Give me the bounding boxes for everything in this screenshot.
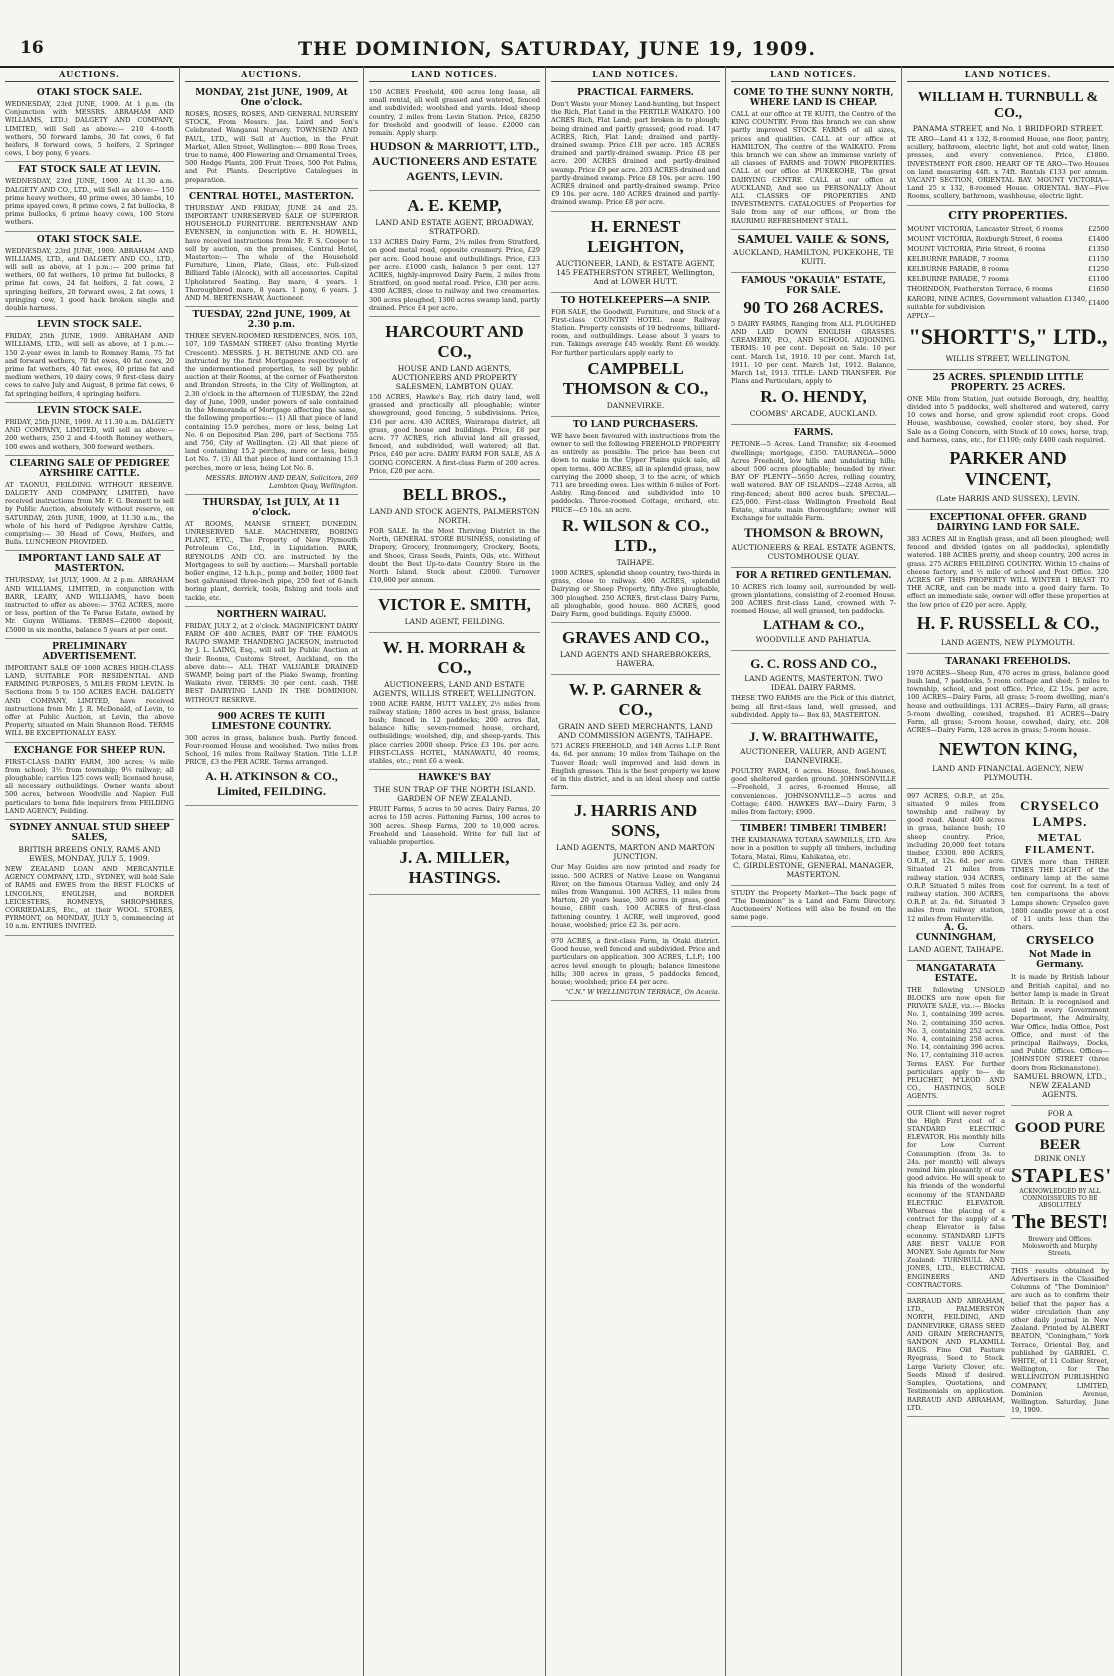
- ad-subheading: METAL FILAMENT.: [1024, 831, 1096, 856]
- bottom-left-subcolumn: [907, 789, 1005, 1420]
- ad-heading: SYDNEY ANNUAL STUD SHEEP SALES,: [9, 823, 170, 843]
- ad-subheading: PANAMA STREET, and No. 1 BRIDFORD STREET.: [912, 124, 1104, 133]
- brand-name: STAPLES': [1011, 1164, 1112, 1187]
- ad-body: THESE TWO FARMS are the Pick of this district, being all first-class land, well grassed, and subdivided. Apply to— Box 83, MASTERTON.: [731, 694, 896, 719]
- property-row: [907, 264, 1109, 274]
- ad-body: WEDNESDAY, 23rd JUNE, 1909. ABRAHAM AND WILLIAMS, LTD., and DALGETY AND CO., LTD., will sell as above, at 1 p.m.:— 200 prime fat wethers, 60 fat wethers, 10 prime fat bullocks, 8 prime fat cows, 24 fat heifers, 2 fat cows, 2 springing heifers, 20 forward ewes, 2 fat cows, 1 springing cow, 1 good hack broken single and double harness.: [5, 246, 174, 313]
- ad-body: 300 acres in grass, balance bush. Partly fenced. Four-roomed House and woolshed. Two miles from School, 16 miles from Railway Station. Title L.I.P. PRICE, £3 the PER ACRE. Terms arranged.: [185, 733, 358, 767]
- column-heading: LAND NOTICES.: [907, 69, 1109, 82]
- ad-subheading: AUCTIONEERS & REAL ESTATE AGENTS, CUSTOMHOUSE QUAY.: [731, 542, 896, 561]
- ad-study-market: [731, 886, 896, 927]
- ad-heading: J. W. BRAITHWAITE,: [749, 728, 878, 744]
- ad-body: THE KAIMANAWA TOTARA SAWMILLS, LTD. Are now in a position to supply all timbers, including Totara, Matai, Rimu, Kahikatea, etc.: [731, 836, 896, 861]
- ad-leighton: [551, 212, 720, 293]
- ad-ayrshire-cattle: [5, 456, 174, 552]
- ad-heading: VICTOR E. SMITH,: [378, 594, 531, 614]
- column-heading: LAND NOTICES.: [551, 69, 720, 82]
- column-land-notices-3: [726, 66, 902, 1676]
- column-land-notices-1: [364, 66, 546, 1676]
- ad-heading: HAWKE'S BAY: [418, 773, 491, 784]
- ad-preliminary: [5, 639, 174, 743]
- ad-advertiser: R. WILSON & CO., LTD.,: [561, 515, 710, 555]
- ad-fat-stock-sale-levin: [5, 162, 174, 231]
- ad-op-country: [907, 789, 1005, 961]
- property-price: £1650: [1088, 284, 1109, 293]
- ad-heading: EXCEPTIONAL OFFER. GRAND DAIRYING LAND FOR SALE.: [929, 513, 1087, 534]
- ad-heading: W. H. MORRAH & CO.,: [382, 637, 527, 677]
- ad-subheading: LAND AND ESTATE AGENT, BROADWAY, STRATFORD.: [375, 218, 534, 237]
- ad-land-sale-masterton: [5, 551, 174, 638]
- ad-subheading: AUCTIONEERS, LAND AND ESTATE AGENTS, WILLIS STREET, WELLINGTON.: [373, 679, 536, 698]
- ad-okauia-estate: [731, 273, 896, 426]
- ad-body: WEDNESDAY, 23rd JUNE, 1909. At 1 p.m. (In Conjunction with MESSRS. ABRAHAM AND WILLIAMS, LTD.) DALGETY AND COMPANY, LIMITED, will Sell as above:— 210 4-tooth wethers, 50 forward lambs, 30 fat cows, 6 fat heifers, 8 forward cows, 5 heifers, 2 Springer cows, 1 boy pony, 6 years.: [5, 100, 174, 158]
- ad-advertiser: A. G. CUNNINGHAM,: [915, 922, 997, 943]
- ad-heading: FOR A RETIRED GENTLEMAN.: [735, 570, 892, 581]
- ad-tasman-street-residences: [185, 307, 358, 494]
- ad-body: THURSDAY AND FRIDAY, JUNE 24 and 25. IMPORTANT UNRESERVED SALE OF SUPERIOR HOUSEHOLD FURNITURE. BERTENSHAW AND EVENSEN, in conjunction with E. H. HOWELL, have received instructions from Mr. F. S. Cooper to sell by auction, on the premises, Central Hotel, Masterton:— The whole of the Household Furniture, Linen, Plate, Glass, etc. Full-sized Billiard Table (Alcock), with all accessories. Capital Upholstered Seating. Bay mare, 4 years. 1 Thoroughbred mare, 8 years. 1 pony, 6 years. J. AND M. BERTENSHAW, Auctioneer.: [185, 203, 358, 303]
- ad-subheading: LAND AND STOCK AGENTS, PALMERSTON NORTH.: [369, 507, 540, 526]
- masthead: THE DOMINION, SATURDAY, JUNE 19, 1909.: [297, 38, 817, 60]
- property-row: [907, 274, 1109, 284]
- property-row: [907, 234, 1109, 244]
- ad-heading: MANGATARATA ESTATE.: [916, 963, 996, 984]
- ad-body: WE have been favoured with instructions from the owner to sell the following FREEHOLD PROPERTY as entirely as possible. The price has been cut down to make in the Upper Plains quick sale, all open terms. 400 ACRES, all in splendid grass, now carrying the 2000 sheep, 3 to the acre, of which 711 are breeding ewes. Lies within 6 miles of Fort-Ashby. Ring-fenced and subdivided into 10 paddocks. Three-roomed Cottage, orchard, etc. PRICE—£5 10s. an acre.: [551, 431, 720, 514]
- property-location: KELBURNE PARADE, 8 rooms: [907, 264, 1009, 273]
- ad-heading: HARCOURT AND CO.,: [385, 322, 524, 362]
- ad-heading: NORTHERN WAIRAU.: [216, 609, 327, 620]
- column-land-notices-4: [902, 66, 1114, 1676]
- property-price: £1100: [1088, 274, 1109, 283]
- ad-body: BARRAUD AND ABRAHAM, LTD., PALMERSTON NORTH, FEILDING, AND DANNEVIRKE, GRASS SEED AND GRAIN MERCHANTS, SANDON AND FLAXMILL BAGS. Fine Old Pasture Ryegrass, Seed to Stock. Large Variety Clover, etc. Seeds Mixed if desired. Samples, Quotations, and Testimonials on application. BARRAUD AND ABRAHAM, LTD.: [907, 1297, 1005, 1412]
- ad-advertiser: HUDSON & MARRIOTT, LTD., AUCTIONEERS AND ESTATE AGENTS, LEVIN.: [369, 139, 540, 184]
- ad-subheading: (Late HARRIS AND SUSSEX), LEVIN.: [936, 494, 1080, 504]
- property-location: KARORI, NINE ACRES, Government valuation £1340, suitable for subdivision: [907, 294, 1088, 311]
- ad-subheading: THE SUN TRAP OF THE NORTH ISLAND. GARDEN OF NEW ZEALAND.: [373, 785, 536, 804]
- ad-subheading: LAND AGENT, FEILDING.: [404, 616, 505, 626]
- ad-heading: IMPORTANT LAND SALE AT MASTERTON.: [18, 554, 161, 575]
- ad-line: FOR A: [1047, 1108, 1073, 1118]
- property-row: [907, 224, 1109, 234]
- ad-subheading: LAND AND FINANCIAL AGENCY, NEW PLYMOUTH.: [932, 763, 1084, 782]
- ad-body: 997 ACRES, O.B.P., at 25s. situated 9 miles from township and railway by good road. About 400 acres in grass, balance bush; 10 sheep country. Price, including 20,000 feet totara timber, £3300. 890 ACRES, O.R.P., at 12s. 6d. per acre. Situated 21 miles from railway station. 934 ACRES, O.R.P. Situated 5 miles from railway station. 300 ACRES, O.R.P. at 2s. 6d. Situated 3 miles from railway station, 12 miles from Hunterville.: [907, 791, 1005, 923]
- ad-body: PETONE—5 Acres. Land Transfer; six 4-roomed dwellings; mortgage, £350. TAURANGA—5000 Acres Freehold, low hills and undulating hills; about 500 acres ploughable; bounded by river. BAY OF PLENTY—5650 Acres, rolling country, well watered. BAY OF ISLANDS—2248 Acres, all ring-fenced; about 800 acres bush. SPECIAL—£25,000. First-class Wellington Freehold Real Estate, situate main thoroughfare; owner will Exchange for suitable Farm.: [731, 440, 896, 523]
- ad-otaki-stock-sale-1: [5, 85, 174, 162]
- ad-turnbull: [907, 85, 1109, 206]
- ad-heading: LEVIN STOCK SALE.: [37, 405, 142, 416]
- ad-heading: LEVIN STOCK SALE.: [37, 320, 142, 331]
- ad-body: TE ARO—Land 41 x 132, 8-roomed House, one floor, pantry, scullery, bathroom, electric light, hot and cold water, linen presses, and every convenience. Price, £1800. INVESTMENT FOR £800. HEART OF TE ARO—Two Houses on land measuring 44ft. x 74ft. Rentals £133 per annum. VACANT SECTION, ORIENTAL BAY. MOUNT VICTORIA—Land 25 x 132, 8-roomed House. ORIENTAL BAY—Five Rooms, scullery, bathroom, washhouse, electric light.: [907, 135, 1109, 201]
- ad-farms: [731, 425, 896, 567]
- property-price: £1400: [1088, 234, 1109, 243]
- ad-body: POULTRY FARM, 6 acres. House, fowl-houses, good sheltered garden ground. JOHNSONVILLE—Freehold, 3 acres, 6-roomed House, all conveniences. JOHNSONVILLE—5 acres and Cottage; £400. HAWKES BAY—Dairy Farm, 3 miles from factory; £900.: [731, 766, 896, 816]
- ad-heading: BELL BROS.,: [402, 485, 507, 505]
- ad-taranaki-freeholds: [907, 654, 1109, 789]
- ad-body: 383 ACRES All in English grass, and all been ploughed; well fenced and divided (gates on all paddocks), splendidly watered. 188 ACRES pretty, and sheep country, 200 acres in grass. 275 ACRES FEILDING COUNTRY. Within 15 chains of cheese factory, and ½ mile of school and Post Office. 320 ACRES OF THIS PROPERTY WILL WINTER 1 BEAST TO THE ACRE, and can be made into a good dairy farm. To effect an immediate sale, owner will offer these properties at the low price of £20 per acre. Apply,: [907, 535, 1109, 609]
- ad-body: 1900 ACRES, splendid sheep country, two-thirds in grass, close to railway. 490 ACRES, splendid Dairying or Sheep Property, fifty-five ploughable, 300 ploughed. 250 ACRES, first-class Dairy Farm, all ploughable, good house. 860 ACRES, good Dairy Farm, good buildings. Equity £5000.: [551, 568, 720, 618]
- ad-advertiser: LATHAM & CO.,: [763, 617, 864, 633]
- ad-signature: MESSRS. BROWN AND DEAN, Solicitors, 269 Lambton Quay, Wellington.: [205, 473, 358, 490]
- ad-kemp: [369, 191, 540, 317]
- ad-body: FRIDAY, JULY 2, at 2 o'clock. MAGNIFICENT DAIRY FARM OF 400 ACRES, PART OF THE FAMOUS RAUPO SWAMP. THANDENG JACKSON, instructed by J. L. LAING, Esq., will sell by Public Auction at their Rooms, Customs Street, Auckland, on the above date:— ALL THAT VALUABLE DRAINED SWAMP, being part of the Piako Swamp, fronting Waikato river. TERMS: 30 per cent. cash. THE BEST DAIRYING LAND IN THE DOMINION. WITHOUT RESERVE.: [185, 621, 358, 704]
- tagline: Not Made in Germany.: [1028, 950, 1092, 971]
- ad-body: It is made by British labour and British capital, and no better lamp is made in Great Britain. It is recognised and used in every Government Department, the Admiralty, War Office, India Office, Post Office, and most of the principal Railways, Docks, and Public Offices. Offices—JOHNSTON STREET (three doors from Rickmanstone).: [1011, 973, 1109, 1072]
- ad-sunny-north: [731, 85, 896, 230]
- ad-advertiser: H. F. RUSSELL & CO.,: [916, 612, 1100, 633]
- ad-roses-nursery: [185, 85, 358, 189]
- ad-heading: SAMUEL VAILE & SONS,: [737, 232, 890, 246]
- ad-sydney-sheep-sales: [5, 820, 174, 936]
- ad-body: FIRST-CLASS DAIRY FARM, 300 acres; ¼ mile from school; 3½ from township; 9½ railway; all ploughable; carries 125 cows well; licensed house, all necessary outbuildings. Owner wants about 500 acres, between Woodville and Napier. Full particulars to bona fide inquirers from FEILDING LAND AGENCY, Feilding.: [5, 757, 174, 815]
- ad-heading: J. HARRIS AND SONS,: [573, 801, 698, 841]
- ad-hotelkeepers: [551, 293, 720, 417]
- bottom-split: [907, 789, 1112, 1420]
- ad-advertiser: R. O. HENDY,: [760, 387, 867, 407]
- ad-subheading: TAIHAPE.: [616, 557, 655, 567]
- ad-body: 571 ACRES FREEHOLD, and 148 Acres L.I.P. Rent 4s. 6d. per annum; 10 miles from Taihape on the Tuover Road; well improved and laid down in English grasses. This is the best property we know of in this district, and is an ideal sheep and cattle farm.: [551, 742, 720, 792]
- property-price: £1150: [1088, 254, 1109, 263]
- ad-body: FRIDAY, 25th JUNE, 1909. ABRAHAM AND WILLIAMS, LTD., will sell as above, at 1 p.m.:— 150 2-year ewes in lamb to Romney Rams, 75 fat and forward wethers, 70 fat ewes, 40 fat cows, 20 prime fat wethers, 40 fat ewes, 40 prime fat and medium wethers, 10 dairy cows, 9 first-class dairy cows to calve July and August, 8 prime fat cows, 6 fat springing heifers, 4 springing heifers.: [5, 332, 174, 398]
- ad-body: ROSES, ROSES, ROSES, AND GENERAL NURSERY STOCK, From Messrs. Jas. Laird and Son's Celebrated Wanganui Nursery. TOWNSEND AND PAUL, LTD., will Sell at Auction, in the Fruit Market, Allen Street, Wellington:— 800 Rose Trees, true to name, 400 Flowering and Ornamental Trees, 500 Hedge Plants, 200 Fruit Trees, 500 Pot Palms, and Pot Plants. Descriptive Catalogues in preparation.: [185, 110, 358, 184]
- ad-body: FOR SALE. In the Most Thriving District in the North, GENERAL STORE BUSINESS, consisting of Drapery, Grocery, Ironmongery, Crockery, Boots, and Shoes, Grass Seeds, Paints, Oils, etc. Without doubt the Best Up-to-date Country Store in the North Island. Stock about £2000. Turnover £10,000 per annum.: [369, 527, 540, 585]
- ad-heading: CRYSELCO LAMPS.: [1020, 797, 1100, 829]
- ad-harris: [551, 796, 720, 934]
- ad-heading: TIMBER! TIMBER! TIMBER!: [740, 824, 887, 835]
- bottom-right-subcolumn: [1011, 789, 1112, 1420]
- ad-heading: GOOD PURE BEER: [1014, 1119, 1106, 1153]
- ad-line: DRINK ONLY: [1034, 1153, 1086, 1163]
- property-table: [907, 224, 1109, 312]
- ad-heading: OTAKI STOCK SALE.: [36, 88, 143, 98]
- column-auctions-2: [180, 66, 364, 1676]
- ad-subheading: AUCKLAND, HAMILTON, PUKEKOHE, TE KUITI.: [733, 247, 894, 266]
- ad-body: 150 ACRES, Hawke's Bay, rich dairy land, well grassed and practically all ploughable; winter showground, good fencing, 5 subdivisions. Price, £16 per acre. 430 ACRES, Wairarapa district, all grass, good house and buildings. Price, £8 per acre. 77 ACRES, rich alluvial land all grassed, fenced, and subdivided, well watered; all flat. Price, £40 per acre. DAIRY FARM FOR SALE, AS A GOING CONCERN. A first-class Farm of 200 acres. Price, £20 per acre.: [369, 393, 540, 475]
- property-location: KELBURNE PARADE, 7 rooms: [907, 254, 1009, 263]
- ad-heading: TARANAKI FREEHOLDS.: [945, 656, 1071, 667]
- ad-barraud: [907, 1294, 1005, 1417]
- page-header: [0, 0, 1114, 68]
- ad-ross: [731, 651, 896, 724]
- ad-body: 970 ACRES, a first-class Farm, in Otaki district. Good house, well fenced and subdivided. Price and particulars on application. 300 ACRES, L.I.P.; 100 acres level enough to plough; balance limestone hills; 300 acres in grass, 5 paddocks fenced, house; woolshed; price £4 per acre.: [551, 936, 720, 986]
- ad-otaki-stock-sale-2: [5, 232, 174, 318]
- ad-line: ACKNOWLEDGED BY ALL CONNOISSEURS TO BE ABSOLUTELY: [1019, 1187, 1101, 1209]
- ad-heading: OTAKI STOCK SALE.: [36, 234, 143, 245]
- ad-hawkes-bay: [369, 770, 540, 895]
- ad-advertiser: J. A. MILLER, HASTINGS.: [399, 848, 510, 888]
- ad-150-acres-freehold: [369, 85, 540, 191]
- ad-subheading: HOUSE AND LAND AGENTS, AUCTIONEERS AND PROPERTY SALESMEN, LAMBTON QUAY.: [391, 364, 518, 392]
- ad-body: IMPORTANT SALE OF 1000 ACRES HIGH-CLASS LAND, SUITABLE FOR RESIDENTIAL AND FARMING PURPOSES, 5 MILES FROM LEVIN. In Sections from 5 to 150 ACRES EACH. DALGETY AND COMPANY, LIMITED, have received instructions from Mr. J. R. McDonald, of Levin, to offer at Public Auction, at Levin, the above Property, situated on Main Shannon Road. TERMS WILL BE EXCEPTIONALLY EASY.: [5, 663, 174, 738]
- ad-levin-stock-sale-2: [5, 403, 174, 456]
- ad-body: NEW ZEALAND LOAN AND MERCANTILE AGENCY COMPANY, LTD., SYDNEY, will hold Sale of RAMS and EWES from the BEST FLOCKS of LINCOLNS, ENGLISH, and BORDER LEICESTERS, ROMNEYS, SHROPSHIRES, CORRIEDALES, Etc., at their WOOL STORES, PYRMONT, on MONDAY, JULY 5, commencing at 10 a.m. ENTRIES INVITED.: [5, 865, 174, 931]
- ad-harcourt: [369, 317, 540, 480]
- property-location: MOUNT VICTORIA, Roxburgh Street, 6 rooms: [907, 234, 1063, 243]
- ad-body: FRIDAY, 25th JUNE, 1909. At 11.30 a.m. DALGETY AND COMPANY, LIMITED, will sell as above:— 200 wethers, 250 2 and 4-tooth Romney wethers, 100 ewes and wethers, 300 forward wethers.: [5, 417, 174, 451]
- property-row: [907, 284, 1109, 294]
- ad-advertiser: CAMPBELL THOMSON & CO.,: [562, 358, 709, 398]
- ad-advertiser: "SHORTT'S," LTD.,: [908, 323, 1108, 349]
- ad-body: 1970 ACRES—Sheep Run, 470 acres in grass, balance good bush land, 7 paddocks, 5 room cottage and shed; 5 miles to township, school, and post office. Price, £2 15s. per acre. 100 ACRES—Dairy Farm, all grass; 5-room dwelling, man's house and outbuildings. 131 ACRES—Dairy Farm, all grass; 5-room dwelling, cowshed, trapshed. 81 ACRES—Dairy Farm, all grass; 5-room house, cowshed, dairy, etc. 208 ACRES—Dairy Farm, 128 acres in grass; 5-room house.: [907, 668, 1109, 735]
- ad-standard-elevator: [907, 1106, 1005, 1294]
- ad-body: 10 ACRES rich loamy soil, surrounded by well-grown plantations, consisting of 2-roomed House. 200 ACRES first-class Land, crowned with 7-roomed House, all well grassed, ten paddocks.: [731, 582, 896, 616]
- ad-subheading: LAND AGENTS, MASTERTON. TWO IDEAL DAIRY FARMS.: [744, 674, 883, 693]
- column-heading: LAND NOTICES.: [369, 69, 540, 82]
- ad-subheading: WILLIS STREET, WELLINGTON.: [945, 353, 1071, 363]
- ad-subheading: AUCTIONEER, VALUER, AND AGENT, DANNEVIRKE.: [740, 746, 887, 765]
- ad-body: THIS results obtained by Advertisers in the Classified Columns of "The Dominion" are such as to confirm their belief that the paper has a wider circulation than any other daily journal in New Zealand. Printed by ALBERT BEATON, "Coningham," York Terrace, Oriental Bay, and published by GABRIEL C. WHITE, of 11 Collier Street, Wellington, for The WELLINGTON PUBLISHING COMPANY, LIMITED, Dominion Avenue, Wellington. Saturday, June 19, 1909.: [1011, 1266, 1109, 1415]
- ad-heading: FAT STOCK SALE AT LEVIN.: [18, 165, 161, 176]
- property-price: £1250: [1088, 264, 1109, 273]
- ad-body: 133 ACRES Dairy Farm, 2¼ miles from Stratford, on good metal road, opposite creamery. Price, £29 per acre. Good house and outbuildings. Price, £23 per acre. £1000 cash, balance 5 per cent. 127 ACRES, highly-improved Dairy Farm, 2 miles from Stratford, on good metal road. Price, £30 per acre. 4300 ACRES, close to railway and two creameries. 300 acres ploughed, 1300 acres swamp land, partly drained. Price £4 per acre.: [369, 238, 540, 312]
- ad-braithwaite: [731, 724, 896, 821]
- ad-bell-bros: [369, 480, 540, 589]
- column-heading: LAND NOTICES.: [731, 69, 896, 82]
- ad-body: THREE SEVEN-ROOMED RESIDENCES, NOS. 105, 107, 109 TASMAN STREET (Also fronting Myrtle Crescent). MESSRS. J. H. BETHUNE AND CO. are instructed by the first Mortgagees respectively of the undermentioned properties, to sell by public auction at their Rooms, at the corner of Featherston and Brandon Streets, in the City of Wellington, at 2.30 o'clock in the afternoon of TUESDAY, the 22nd day of June, 1909, under powers of sale contained in the Memoranda of Mortgage affecting the same, the following properties:— (1) All that piece of land containing 15.9 perches, more or less, being Lot No. 6 on Deposited Plan 296, part of Sections 755 and 756, City of Wellington. (2) All that piece of land containing 15.2 perches, more or less, being Lot No. 7. (3) All that piece of land containing 15.3 perches, more or less, being Lot No. 8.: [185, 332, 358, 472]
- ad-heading: CLEARING SALE OF PEDIGREE AYRSHIRE CATTLE.: [9, 458, 170, 479]
- ad-subheading: LAND AGENTS AND SHAREBROKERS, HAWERA.: [559, 650, 712, 669]
- ad-subheading: DANNEVIRKE.: [606, 400, 665, 410]
- ad-heading: TO HOTELKEEPERS—A SNIP.: [560, 295, 711, 306]
- ad-body: GIVES more than THREE TIMES THE LIGHT of the ordinary lamp at the same cost for current. In a test of ten comparisons the above Lamps shown: Cryselco gave 1800 candle power at a cost of 11 units less than the others.: [1011, 857, 1109, 932]
- ad-practical-farmers: [551, 85, 720, 212]
- property-price: £1350: [1088, 244, 1109, 253]
- ad-retired-gentleman: [731, 568, 896, 652]
- ad-body: 1900 ACRE FARM, HUTT VALLEY, 2½ miles from railway station; 1800 acres in best grass, balance bush; fenced in 12 paddocks; 200 acres flat, balance hills; seven-roomed house, orchard, outbuildings; woolshed, dip, and sheep-yards. This place carries 2000 sheep. Price £3 10s. per acre. FIRST-CLASS HOTEL, MANAWATU, 40 rooms, stables, etc.; rent £6 a week.: [369, 699, 540, 765]
- column-auctions-1: [0, 66, 180, 1676]
- ad-body: STUDY the Property Market—The back page of "The Dominion" is a Land and Farm Directory. Auctioneers' Notices will also be found on the same page.: [731, 888, 896, 922]
- ad-970-acres: [551, 934, 720, 1001]
- ad-garner: [551, 675, 720, 796]
- ad-body: WEDNESDAY, 23rd JUNE, 1909. At 11.30 a.m. DALGETY AND CO., LTD., will Sell as above:— 150 prime heavy wethers, 40 prime ewes, 30 lambs, 10 prime spayed cows, 8 prime cows, 2 fat bullocks, 8 prime bullocks, 6 prime heavy cows, 100 Store wethers.: [5, 177, 174, 227]
- ad-mangatarata: [907, 961, 1005, 1106]
- ad-body: AT TAONUI, FEILDING. WITHOUT RESERVE. DALGETY AND COMPANY, LIMITED, have received instructions from Mr. F. G. Bennett to sell by Public Auction, absolutely without reserve, on SATURDAY, 26th JUNE, 1909, at 11.30 a.m., the whole of his herd of Pedigree Ayrshire Cattle, comprising:— 30 Head of Cows, Heifers, and Bulls. LUNCHEON PROVIDED.: [5, 480, 174, 547]
- ad-te-kuiti-limestone: [185, 709, 358, 806]
- ad-heading: 25 ACRES. SPLENDID LITTLE PROPERTY. 25 ACRES.: [932, 372, 1084, 393]
- ad-signature: "C.N." W WELLINGTON TERRACE, On Acacia.: [565, 988, 720, 997]
- ad-grand-dairying: [907, 510, 1109, 654]
- ad-graves: [551, 623, 720, 675]
- ad-advertiser: THOMSON & BROWN,: [743, 524, 884, 540]
- ad-heading: PRELIMINARY ADVERTISEMENT.: [42, 641, 137, 662]
- tagline: The BEST!: [1011, 1210, 1109, 1233]
- property-row: [907, 254, 1109, 264]
- ad-subheading: LAND AGENTS, NEW PLYMOUTH.: [940, 637, 1076, 647]
- property-row: [907, 244, 1109, 254]
- ad-vaile: [731, 230, 896, 273]
- property-price: £2500: [1088, 224, 1109, 233]
- ad-heading: W. P. GARNER & CO.,: [568, 680, 703, 720]
- ad-subheading: BRITISH BREEDS ONLY, RAMS AND EWES, MONDAY, JULY 5, 1909.: [18, 845, 161, 863]
- ad-heading: TUESDAY, 22nd JUNE, 1909, At 2.30 p.m.: [192, 310, 351, 331]
- ad-heading: H. ERNEST LEIGHTON,: [587, 216, 684, 256]
- ad-city-properties: [907, 206, 1109, 370]
- brand-name: CRYSELCO: [1026, 934, 1094, 948]
- ad-body: Don't Waste your Money Land-hunting, but Inspect the Rich, Flat Land in the FERTILE WAIKATO. 100 ACRES Rich, Flat Land; part broken in to plough; being drained and partly grassed; good road. 147 ACRES, Rich, Flat Land; drained and partly-drained swamp. Price £18 per acre. 185 ACRES drained and partly-drained swamp. Price £8 per acre. 200 ACRES drained and partly-drained swamp. Price £9 per acre. 203 ACRES drained and partly-drained swamp. Price £8 10s. per acre. 190 ACRES drained and partly-drained swamp. Price £9 10s. per acre. 180 ACRES drained and partly-drained swamp. Price £8 per acre.: [551, 100, 720, 207]
- ad-advertiser: A. H. ATKINSON & CO., Limited, FEILDING.: [205, 768, 338, 798]
- ad-land-purchasers: [551, 417, 720, 623]
- column-heading: AUCTIONS.: [185, 69, 358, 82]
- ad-subheading: GRAIN AND SEED MERCHANTS, LAND AND COMMISSION AGENTS, TAIHAPE.: [558, 722, 713, 741]
- ad-body: CALL at our office at TE KUITI, the Centre of the KING COUNTRY. From this branch we can show partly improved STOCK FARMS of all sizes, prices and qualities. CALL at our office at HAMILTON, The centre of the WAIKATO. From this branch we can show an immense variety of all classes of FARMS and TOWN PROPERTIES. CALL at our office at PUKEKOHE, The great DAIRYING CENTRE. CALL at our office at AUCKLAND, And see us PERSONALLY About ALL CLASSES OF PROPERTIES AND INVESTMENTS. CATALOGUES of Properties for Sale from any of our offices, or from the RAURIMU REFRESHMENT STALL.: [731, 110, 896, 225]
- ad-heading: CENTRAL HOTEL, MASTERTON.: [188, 191, 354, 202]
- ad-levin-stock-sale-1: [5, 317, 174, 403]
- ad-victor-smith: [369, 590, 540, 633]
- ad-heading: 900 ACRES TE KUITI LIMESTONE COUNTRY.: [211, 711, 332, 732]
- column-heading: AUCTIONS.: [5, 69, 174, 82]
- ad-body: Our May Guides are now printed and ready for issue. 500 ACRES of Native Lease on Wanganui River, on the famous Otaraua Valley, and only 24 miles from Wanganui. 100 ACRES, 11 miles from Marton, 20 years lease, 300 acres in grass, good house, £800 cash. 100 ACRES of first-class fattening country. 1 ACRE, well improved, good house, woolshed; price £2 3s. per acre.: [551, 863, 720, 929]
- ad-subheading: LAND AGENT, TAIHAPE.: [908, 944, 1004, 954]
- property-row: [907, 294, 1109, 312]
- ad-heading: TO LAND PURCHASERS.: [572, 419, 699, 430]
- ad-body: 150 ACRES Freehold, 400 acres long lease, all small rental, all well grassed and watered, fenced and subdivided; woolshed and yards. Ideal sheep country, 2 miles from Levin Station. Price, £8250 for freehold and goodwill of lease. £2000 can remain. Apply sharp.: [369, 88, 540, 138]
- ad-morrah: [369, 633, 540, 771]
- property-location: THORNDON, Featherston Terrace, 6 rooms: [907, 284, 1053, 293]
- ad-body: THE following UNSOLD BLOCKS are now open for PRIVATE SALE, viz.:— Blocks No. 1, containing 399 acres. No. 2, containing 350 acres. No. 3, containing 252 acres. No. 4, containing 258 acres. No. 14, containing 396 acres. No. 17, containing 310 acres. Terms EASY. For further particulars apply to— de PELICHET, M'LEOD AND CO., HASTINGS, SOLE AGENTS.: [907, 985, 1005, 1101]
- ad-subheading: COOMBS' ARCADE, AUCKLAND.: [749, 409, 878, 419]
- ad-body: THURSDAY, 1st JULY, 1909. At 2 p.m. ABRAHAM AND WILLIAMS, LIMITED, in conjunction with BARR, LEARY, AND WILLIAMS, have been instructed to offer as above:— 3762 ACRES, more or less, portion of the Te Parae Estate, owned by Mr. Guynn Williams. TERMS—£2000 deposit, £5000 in six months, balance 5 years at per cent.: [5, 576, 174, 634]
- ad-timber: [731, 821, 896, 886]
- ad-central-hotel: [185, 189, 358, 307]
- ad-body: FRUIT Farms, 5 acres to 50 acres. Dairy Farms, 20 acres to 150 acres. Fattening Farms, 100 acres to 300 acres. Sheep Farms, 200 to 10,000 acres. Freehold and Leasehold. Write for full list of valuable properties.: [369, 805, 540, 846]
- property-location: MOUNT VICTORIA, Pirie Street, 6 rooms: [907, 244, 1046, 253]
- ad-body: ONE Mile from Station, just outside Borough, dry, healthy, divided into 5 paddocks, well sheltered and watered, carry 10 cows and horse, and grow splendid root crops. Good House, washhouse, cowshed, cooler store, boy shed. For Sale as a Going Concern, with Stock of 10 cows, horse, trap, and harness, cans, etc., for £1100; only £400 cash required.: [907, 394, 1109, 444]
- ad-cryselco: [1011, 789, 1109, 1106]
- columns-container: [0, 66, 1114, 1676]
- page-number: 16: [20, 38, 44, 58]
- ad-subheading: AUCTIONEER, LAND, & ESTATE AGENT, 145 FEATHERSTON STREET, Wellington, And at LOWER HUTT.: [556, 258, 715, 286]
- ad-address: Brewery and Offices: Molesworth and Murphy Streets.: [1022, 1235, 1098, 1257]
- ad-heading: MONDAY, 21st JUNE, 1909, At One o'clock.: [195, 88, 348, 108]
- ad-staples-beer: [1011, 1106, 1112, 1264]
- column-land-notices-2: [546, 66, 726, 1676]
- ad-heading: G. C. ROSS AND CO.,: [750, 656, 877, 672]
- ad-subheading: LAND AGENTS, MARTON AND MARTON JUNCTION.: [556, 843, 715, 862]
- ad-signature: C. GIRDLESTONE, GENERAL MANAGER, MASTERTON.: [733, 860, 894, 879]
- ad-boring-plant: [185, 495, 358, 607]
- ad-acreage: 90 TO 268 ACRES.: [743, 297, 884, 317]
- property-location: MOUNT VICTORIA, Lancaster Street, 6 rooms: [907, 224, 1064, 233]
- property-price: £1400: [1088, 298, 1109, 307]
- ad-heading: WILLIAM H. TURNBULL & CO.,: [917, 90, 1099, 121]
- ad-heading: THURSDAY, 1st JULY, At 11 o'clock.: [202, 497, 341, 518]
- ad-apply: APPLY—: [907, 311, 936, 320]
- ad-heading: PRACTICAL FARMERS.: [577, 88, 694, 98]
- ad-heading: A. E. KEMP,: [407, 196, 502, 216]
- ad-heading: CITY PROPERTIES.: [948, 208, 1068, 222]
- ad-subheading: WOODVILLE AND PAHIATUA.: [755, 635, 872, 645]
- ad-body: 5 DAIRY FARMS, Ranging from ALL PLOUGHED AND LAID DOWN ENGLISH GRASSES. CREAMERY, P.O., AND SCHOOL ADJOINING. TERMS: 10 per cent. Deposit on Sale. 10 per cent. March 1st, 1910. 10 per cent. March 1st, 1911. 10 per cent. March 1st, 1912. Balance, March 1st, 1913. TITLE: LAND TRANSFER. For Plans and Particulars, apply to: [731, 319, 896, 386]
- ad-exchange-sheep-run: [5, 743, 174, 820]
- ad-advertiser: NEWTON KING,: [938, 738, 1078, 759]
- ad-heading: FARMS.: [793, 428, 834, 439]
- ad-heading: COME TO THE SUNNY NORTH, WHERE LAND IS CHEAP.: [733, 88, 894, 108]
- ad-signature: SAMUEL BROWN, LTD., NEW ZEALAND AGENTS.: [1013, 1071, 1107, 1099]
- ad-heading: FAMOUS "OKAUIA" ESTATE, FOR SALE.: [741, 275, 886, 296]
- ad-advertiser: PARKER AND VINCENT,: [949, 448, 1067, 490]
- ad-heading: GRAVES AND CO.,: [561, 628, 710, 648]
- ad-25-acres: [907, 370, 1109, 510]
- property-location: KELBURNE PARADE, 7 rooms: [907, 274, 1009, 283]
- ad-body: FOR SALE, the Goodwill, Furniture, and Stock of a First-class COUNTRY HOTEL near Railway Station. Property consists of 19 bedrooms, billiard-room, and outbuildings. Lease about 3 years to run. Takings average £45 weekly. Rent £6 weekly. For further particulars apply early to: [551, 307, 720, 357]
- imprint: [1011, 1264, 1109, 1420]
- ad-body: OUR Client will never regret the High First cost of a STANDARD ELECTRIC ELEVATOR. His monthly bills for Low Current Consumption (from 3s. to 24s. per month) will always remind him pleasantly of our good advice. He will speak to his friends of the wonderful economy of the STANDARD ELECTRIC ELEVATOR. Whereas the placing of a contract for the supply of a cheap Elevator is false economy. STANDARD LIFTS ARE BEST VALUE FOR MONEY. Sole Agents for New Zealand: TURNBULL AND JONES, LTD., ELECTRICAL ENGINEERS AND CONTRACTORS.: [907, 1108, 1005, 1289]
- ad-body: AT ROOMS, MANSE STREET, DUNEDIN. UNRESERVED SALE. MACHINERY, BORING PLANT, ETC., The Property of New Plymouth Petroleum Co., Ltd., in Liquidation. PARK, REYNOLDS AND CO. are instructed by the Mortgagees to sell by auction:— Marshall portable boiler engine, 12 h.h.p., pump and boiler, 1000 feet best galvanised three-inch pipe, 250 feet of 6-inch boring plant, derrick, tools, fishing and tools and tackle, etc.: [185, 519, 358, 602]
- ad-northern-wairau: [185, 607, 358, 709]
- ad-heading: EXCHANGE FOR SHEEP RUN.: [13, 745, 166, 756]
